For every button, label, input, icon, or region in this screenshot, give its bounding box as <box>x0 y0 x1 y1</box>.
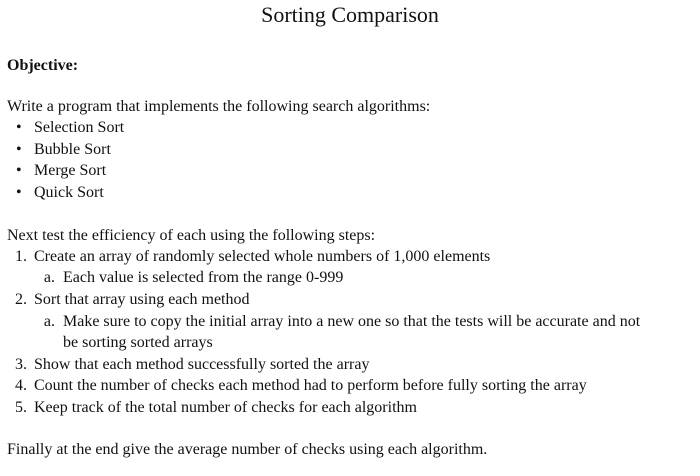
step-text: Count the number of checks each method had to perform before fully sorting the array <box>34 377 587 394</box>
step-text: Create an array of randomly selected whole numbers of 1,000 elements <box>34 248 491 265</box>
intro-text: Write a program that implements the following search algorithms: <box>7 98 431 115</box>
step-text: Sort that array using each method <box>34 291 250 308</box>
step-marker: 3. <box>15 356 27 373</box>
step-marker: 2. <box>15 291 27 308</box>
closing-text: Finally at the end give the average number of checks using each algorithm. <box>7 441 488 458</box>
bullet-icon: • <box>16 119 22 136</box>
substep-text: Make sure to copy the initial array into a new one so that the tests will be accurate and not <box>63 313 641 330</box>
list-item: Selection Sort <box>34 119 125 136</box>
objective-heading: Objective: <box>7 57 79 74</box>
bullet-icon: • <box>16 141 22 158</box>
list-item: Merge Sort <box>34 162 107 179</box>
bullet-icon: • <box>16 162 22 179</box>
substep-text: Each value is selected from the range 0-999 <box>63 269 344 286</box>
steps-intro: Next test the efficiency of each using the following steps: <box>7 227 376 244</box>
list-item: Bubble Sort <box>34 141 111 158</box>
step-text: Keep track of the total number of checks for each algorithm <box>34 399 417 416</box>
step-marker: 1. <box>15 248 27 265</box>
page-title: Sorting Comparison <box>261 2 439 27</box>
substep-text-continued: be sorting sorted arrays <box>63 334 213 351</box>
substep-marker: a. <box>43 269 55 286</box>
bullet-icon: • <box>16 184 22 201</box>
substep-marker: a. <box>43 313 55 330</box>
step-text: Show that each method successfully sorted the array <box>34 356 370 373</box>
step-marker: 5. <box>15 399 27 416</box>
step-marker: 4. <box>15 377 27 394</box>
list-item: Quick Sort <box>34 184 104 201</box>
